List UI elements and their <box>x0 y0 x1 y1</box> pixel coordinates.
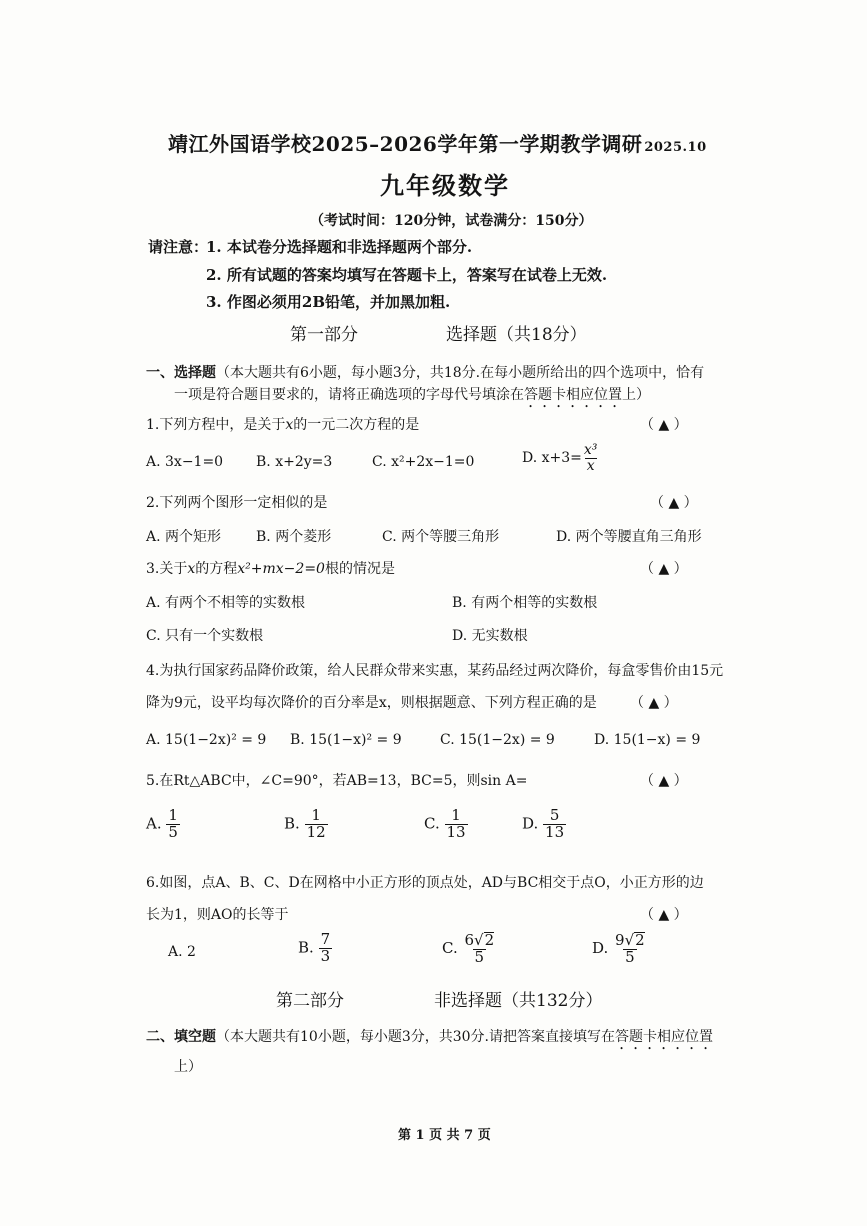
q6-b-label: B. <box>298 938 314 957</box>
q5-d-fraction <box>543 808 566 841</box>
q5-option-c <box>424 808 468 841</box>
q2-option-a: A. 两个矩形 <box>146 529 222 545</box>
q5-stem: 5.在Rt△ABC中，∠C=90°，若AB=13，BC=5，则sin A= <box>146 773 528 789</box>
title-date: 2025.10 <box>644 140 707 155</box>
q3-option-d: D. 无实数根 <box>452 628 528 644</box>
q5-a-den: 5 <box>168 822 178 841</box>
q4-answer-mark: （ ▲ ） <box>630 695 678 711</box>
q6-d-label: D. <box>592 938 609 957</box>
q6-c-radicand: 2 <box>484 931 495 949</box>
section2-line2: 上） <box>174 1059 202 1075</box>
section2-desc-1a: （本大题共有10小题，每小题3分，共30分.请把答案直接填写在 <box>216 1029 615 1045</box>
q5-option-b <box>284 808 328 841</box>
exam-title <box>168 128 707 157</box>
q4-line1: 4.为执行国家药品降价政策，给人民群众带来实惠，某药品经过两次降价，每盒零售价由15元 <box>146 663 724 679</box>
notice-item-1: 1. 本试卷分选择题和非选择题两个部分. <box>206 238 473 256</box>
section1-desc-dotted: 答题卡相应位置 <box>524 387 622 403</box>
q1-option-d-fraction <box>582 443 600 473</box>
q4-option-c: C. 15(1−2x) = 9 <box>440 732 555 748</box>
q5-d-den: 13 <box>545 822 565 841</box>
q4-option-b: B. 15(1−x)² = 9 <box>290 732 402 748</box>
section1-desc: （本大题共有6小题，每小题3分，共18分.在每小题所给出的四个选项中，恰有 <box>216 365 705 381</box>
part1-name: 第一部分 <box>290 325 358 345</box>
q6-line2: 长为1，则AO的长等于 <box>146 907 289 923</box>
q2-option-c: C. 两个等腰三角形 <box>382 529 500 545</box>
section1-label: 一、选择题 <box>146 365 216 381</box>
q6-b-num: 7 <box>320 930 331 948</box>
notice-item-3: 3. 作图必须用2B铅笔，并加黑加粗. <box>206 293 451 311</box>
page-footer: 第 1 页 共 7 页 <box>398 1128 491 1143</box>
q6-d-coef: 9 <box>615 931 625 949</box>
q6-c-fraction <box>463 932 497 966</box>
subject-title: 九年级数学 <box>380 171 510 200</box>
q2-option-d: D. 两个等腰直角三角形 <box>556 529 702 545</box>
q1-option-a: A. 3x−1=0 <box>146 454 224 470</box>
q6-d-num: 9√2 <box>615 931 645 949</box>
q3-stem-a: 3.关于 <box>146 561 188 577</box>
q5-b-num: 1 <box>311 806 321 824</box>
title-text: 靖江外国语学校2025–2026学年第一学期教学调研 <box>168 132 643 156</box>
section1-desc-2b: 上） <box>622 387 650 403</box>
q5-answer-mark: （ ▲ ） <box>640 773 688 789</box>
q3-option-b: B. 有两个相等的实数根 <box>452 595 598 611</box>
q3-option-a: A. 有两个不相等的实数根 <box>146 595 306 611</box>
q6-b-den: 3 <box>320 946 331 965</box>
q6-line1: 6.如图，点A、B、C、D在网格中小正方形的顶点处，AD与BC相交于点O，小正方形的边 <box>146 875 704 891</box>
section2-label: 二、填空题 <box>146 1029 216 1045</box>
q1-answer-mark: （ ▲ ） <box>640 417 688 433</box>
q6-option-c <box>442 932 496 966</box>
q5-c-den: 13 <box>446 822 466 841</box>
q4-line2: 降为9元，设平均每次降价的百分率是x，则根据题意、下列方程正确的是 <box>146 695 597 711</box>
q6-option-a: A. 2 <box>168 944 196 960</box>
q3-answer-mark: （ ▲ ） <box>640 561 688 577</box>
q5-b-label: B. <box>284 814 300 833</box>
q6-answer-mark: （ ▲ ） <box>640 907 688 923</box>
q2-answer-mark: （ ▲ ） <box>650 495 698 511</box>
q2-option-b: B. 两个菱形 <box>256 529 332 545</box>
q1-d-denominator: x <box>586 457 595 474</box>
q5-b-den: 12 <box>306 822 326 841</box>
section1-line1 <box>146 362 704 382</box>
q5-d-num: 5 <box>549 806 560 824</box>
q4-option-a: A. 15(1−2x)² = 9 <box>146 732 267 748</box>
q5-c-label: C. <box>424 814 440 833</box>
q1-option-d <box>522 443 599 473</box>
section1-desc-2a: 一项是符合题目要求的，请将正确选项的字母代号填涂在 <box>174 387 524 403</box>
q3-stem <box>146 558 395 578</box>
q6-d-radicand: 2 <box>635 931 645 949</box>
q5-a-fraction <box>166 808 180 841</box>
q5-d-label: D. <box>522 814 539 833</box>
q6-option-d <box>592 932 647 966</box>
q5-c-num: 1 <box>451 806 461 824</box>
q6-d-den: 5 <box>625 947 635 966</box>
q5-option-d <box>522 808 566 841</box>
q1-var: x <box>285 417 294 433</box>
q5-a-num: 1 <box>168 806 178 824</box>
q3-var: x <box>187 561 196 577</box>
q6-b-fraction <box>319 932 333 965</box>
section1-line2 <box>174 384 650 411</box>
section2-line1 <box>146 1026 713 1053</box>
q3-equation: x²+mx−2=0 <box>237 561 325 577</box>
q1-d-numerator: x³ <box>583 442 598 458</box>
q1-stem <box>146 414 419 434</box>
q1-stem-b: 的一元二次方程的是 <box>293 417 420 433</box>
q3-stem-b: 的方程 <box>195 561 238 577</box>
q6-option-b <box>298 932 332 965</box>
q3-option-c: C. 只有一个实数根 <box>146 628 264 644</box>
part2-title: 非选择题（共132分） <box>434 991 603 1011</box>
q1-option-b: B. x+2y=3 <box>256 454 333 470</box>
q2-stem: 2.下列两个图形一定相似的是 <box>146 495 328 511</box>
q6-c-label: C. <box>442 938 458 957</box>
q5-c-fraction <box>445 808 468 841</box>
q6-c-den: 5 <box>474 947 485 966</box>
q6-c-num: 6√2 <box>464 931 495 949</box>
q1-stem-a: 1.下列方程中，是关于 <box>146 417 286 433</box>
q5-option-a <box>146 808 180 841</box>
q6-c-coef: 6 <box>464 931 475 949</box>
section2-desc-dotted: 答题卡相应位置 <box>615 1029 713 1045</box>
q3-stem-c: 根的情况是 <box>324 561 395 577</box>
part2-name: 第二部分 <box>276 991 344 1011</box>
notice-item-2: 2. 所有试题的答案均填写在答题卡上，答案写在试卷上无效. <box>206 266 608 284</box>
exam-info: （考试时间：120分钟，试卷满分：150分） <box>310 213 593 229</box>
q5-a-label: A. <box>146 814 162 833</box>
q1-option-d-prefix: D. x+3= <box>522 450 582 467</box>
q6-d-fraction <box>613 932 647 966</box>
notice-label: 请注意： <box>148 238 209 256</box>
q5-b-fraction <box>305 808 328 841</box>
part1-title: 选择题（共18分） <box>446 325 587 345</box>
q4-option-d: D. 15(1−x) = 9 <box>594 732 701 748</box>
q1-option-c: C. x²+2x−1=0 <box>372 454 475 470</box>
